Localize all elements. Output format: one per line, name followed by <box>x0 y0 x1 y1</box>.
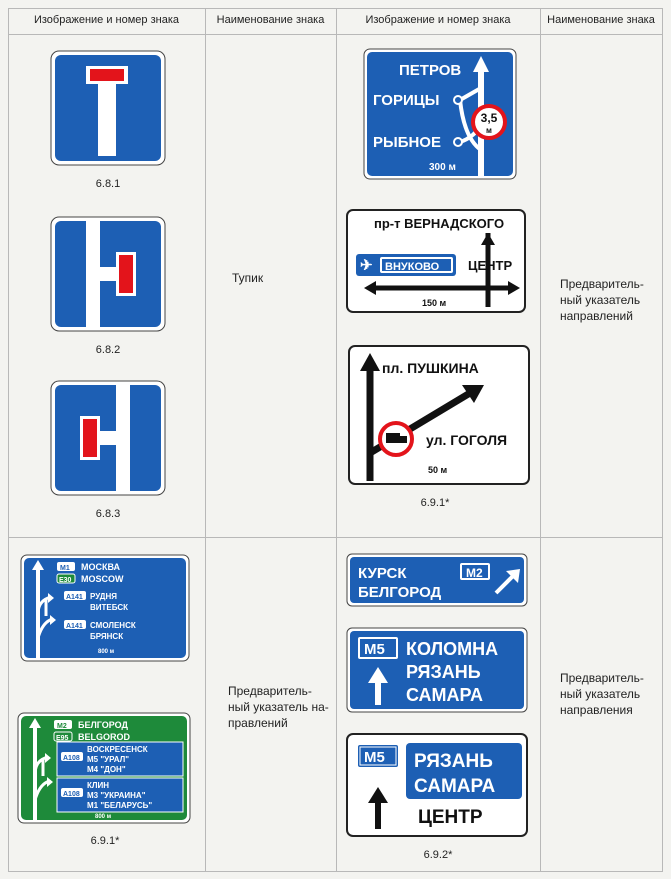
sign-text: M5 "УРАЛ" <box>87 755 130 764</box>
row-divider <box>8 537 663 538</box>
sign-kursk-belgorod <box>346 553 528 607</box>
sign-text: ВНУКОВО <box>385 261 440 273</box>
sign-text: БЕЛГОРОД <box>78 720 128 730</box>
name-line: правлений <box>228 716 288 730</box>
route-badge: E30 <box>59 577 72 584</box>
sign-text: M1 "БЕЛАРУСЬ" <box>87 801 153 810</box>
route-badge: A108 <box>63 755 80 762</box>
sign-text: BELGOROD <box>78 732 131 742</box>
route-badge: E95 <box>56 735 69 742</box>
header-sign-name: Наименование знака <box>547 14 655 26</box>
sign-text: КУРСК <box>358 565 407 582</box>
name-line: направления <box>560 703 633 717</box>
header-image-number: Изображение и номер знака <box>365 14 511 26</box>
sign-code: 6.9.2* <box>423 849 453 861</box>
sign-petrov-goritsy-rybnoe <box>363 48 517 180</box>
sign-distance: 300 м <box>429 162 456 173</box>
table-border-right <box>662 8 663 872</box>
sign-text: САМАРА <box>414 776 496 797</box>
name-line: ный указатель <box>560 687 641 701</box>
header-divider <box>8 34 663 35</box>
name-line: ный указатель <box>560 293 641 307</box>
sign-name-preliminary <box>560 276 660 324</box>
route-badge: M5 <box>364 749 385 766</box>
sign-text: БРЯНСК <box>90 632 124 641</box>
sign-text: БЕЛГОРОД <box>358 584 442 601</box>
name-line: Предваритель- <box>228 684 312 698</box>
route-badge: A108 <box>63 791 80 798</box>
sign-pushkina-gogolya <box>348 345 530 485</box>
svg-text:✈: ✈ <box>360 257 373 274</box>
name-line: Предваритель- <box>560 671 644 685</box>
dead-end-sign-6-8-2 <box>50 216 166 332</box>
header-image-number: Изображение и номер знака <box>33 14 179 26</box>
sign-text: РУДНЯ <box>90 592 118 601</box>
sign-name-preliminary-direction <box>560 670 660 718</box>
height-limit-unit: м <box>486 126 492 135</box>
column-divider <box>540 8 541 872</box>
header-sign-name: Наименование знака <box>216 14 325 26</box>
sign-text: РЯЗАНЬ <box>414 751 493 772</box>
sign-name-preliminary <box>228 683 334 731</box>
sign-text: ул. ГОГОЛЯ <box>426 432 508 448</box>
name-line: Предваритель- <box>560 277 644 291</box>
route-badge: M1 <box>60 565 70 572</box>
sign-text: ВОСКРЕСЕНСК <box>87 745 148 754</box>
sign-ryazan-samara-center <box>346 733 528 837</box>
sign-moscow-smolensk <box>20 554 190 662</box>
sign-vernadsky-vnukovo <box>346 209 526 313</box>
sign-text: МОСКВА <box>81 562 121 572</box>
sign-text: КОЛОМНА <box>406 639 499 659</box>
sign-code: 6.8.3 <box>95 508 121 520</box>
sign-text: пл. ПУШКИНА <box>382 360 479 376</box>
sign-text: M3 "УКРАИНА" <box>87 791 146 800</box>
sign-text: MOSCOW <box>81 574 124 584</box>
route-badge: M5 <box>364 641 385 658</box>
sign-code: 6.9.1* <box>420 497 450 509</box>
column-divider <box>336 8 337 872</box>
dead-end-sign-6-8-3 <box>50 380 166 496</box>
sign-text: ЦЕНТР <box>468 258 513 273</box>
sign-text: ВИТЕБСК <box>90 603 129 612</box>
sign-kolomna-ryazan-samara <box>346 627 528 713</box>
height-limit-value: 3,5 <box>480 111 498 125</box>
sign-distance: 800 м <box>95 814 112 820</box>
sign-distance: 800 м <box>98 649 115 655</box>
sign-text: КЛИН <box>87 781 110 790</box>
sign-code: 6.8.2 <box>95 344 121 356</box>
table-border-left <box>8 8 9 872</box>
route-badge: A141 <box>66 623 83 630</box>
table-border-bottom <box>8 871 663 872</box>
sign-text: ЦЕНТР <box>418 807 483 828</box>
sign-text: M4 "ДОН" <box>87 765 126 774</box>
sign-code: 6.9.1* <box>90 835 120 847</box>
sign-text: ПЕТРОВ <box>399 62 462 79</box>
sign-text: САМАРА <box>406 685 483 705</box>
sign-belgorod-klin <box>17 712 191 824</box>
sign-distance: 50 м <box>428 465 448 475</box>
sign-code: 6.8.1 <box>95 178 121 190</box>
sign-text: пр-т ВЕРНАДСКОГО <box>374 216 505 231</box>
sign-distance: 150 м <box>422 298 447 308</box>
sign-text: РЫБНОЕ <box>373 134 441 151</box>
table-border-top <box>8 8 663 9</box>
sign-name-dead-end: Тупик <box>232 271 264 285</box>
route-badge: M2 <box>57 723 67 730</box>
name-line: направлений <box>560 309 633 323</box>
column-divider <box>205 8 206 872</box>
route-badge: M2 <box>466 566 483 580</box>
sign-text: РЯЗАНЬ <box>406 662 481 682</box>
sign-text: ГОРИЦЫ <box>373 92 440 109</box>
dead-end-sign-6-8-1 <box>50 50 166 166</box>
name-line: ный указатель на- <box>228 700 329 714</box>
route-badge: A141 <box>66 594 83 601</box>
sign-text: СМОЛЕНСК <box>90 621 136 630</box>
